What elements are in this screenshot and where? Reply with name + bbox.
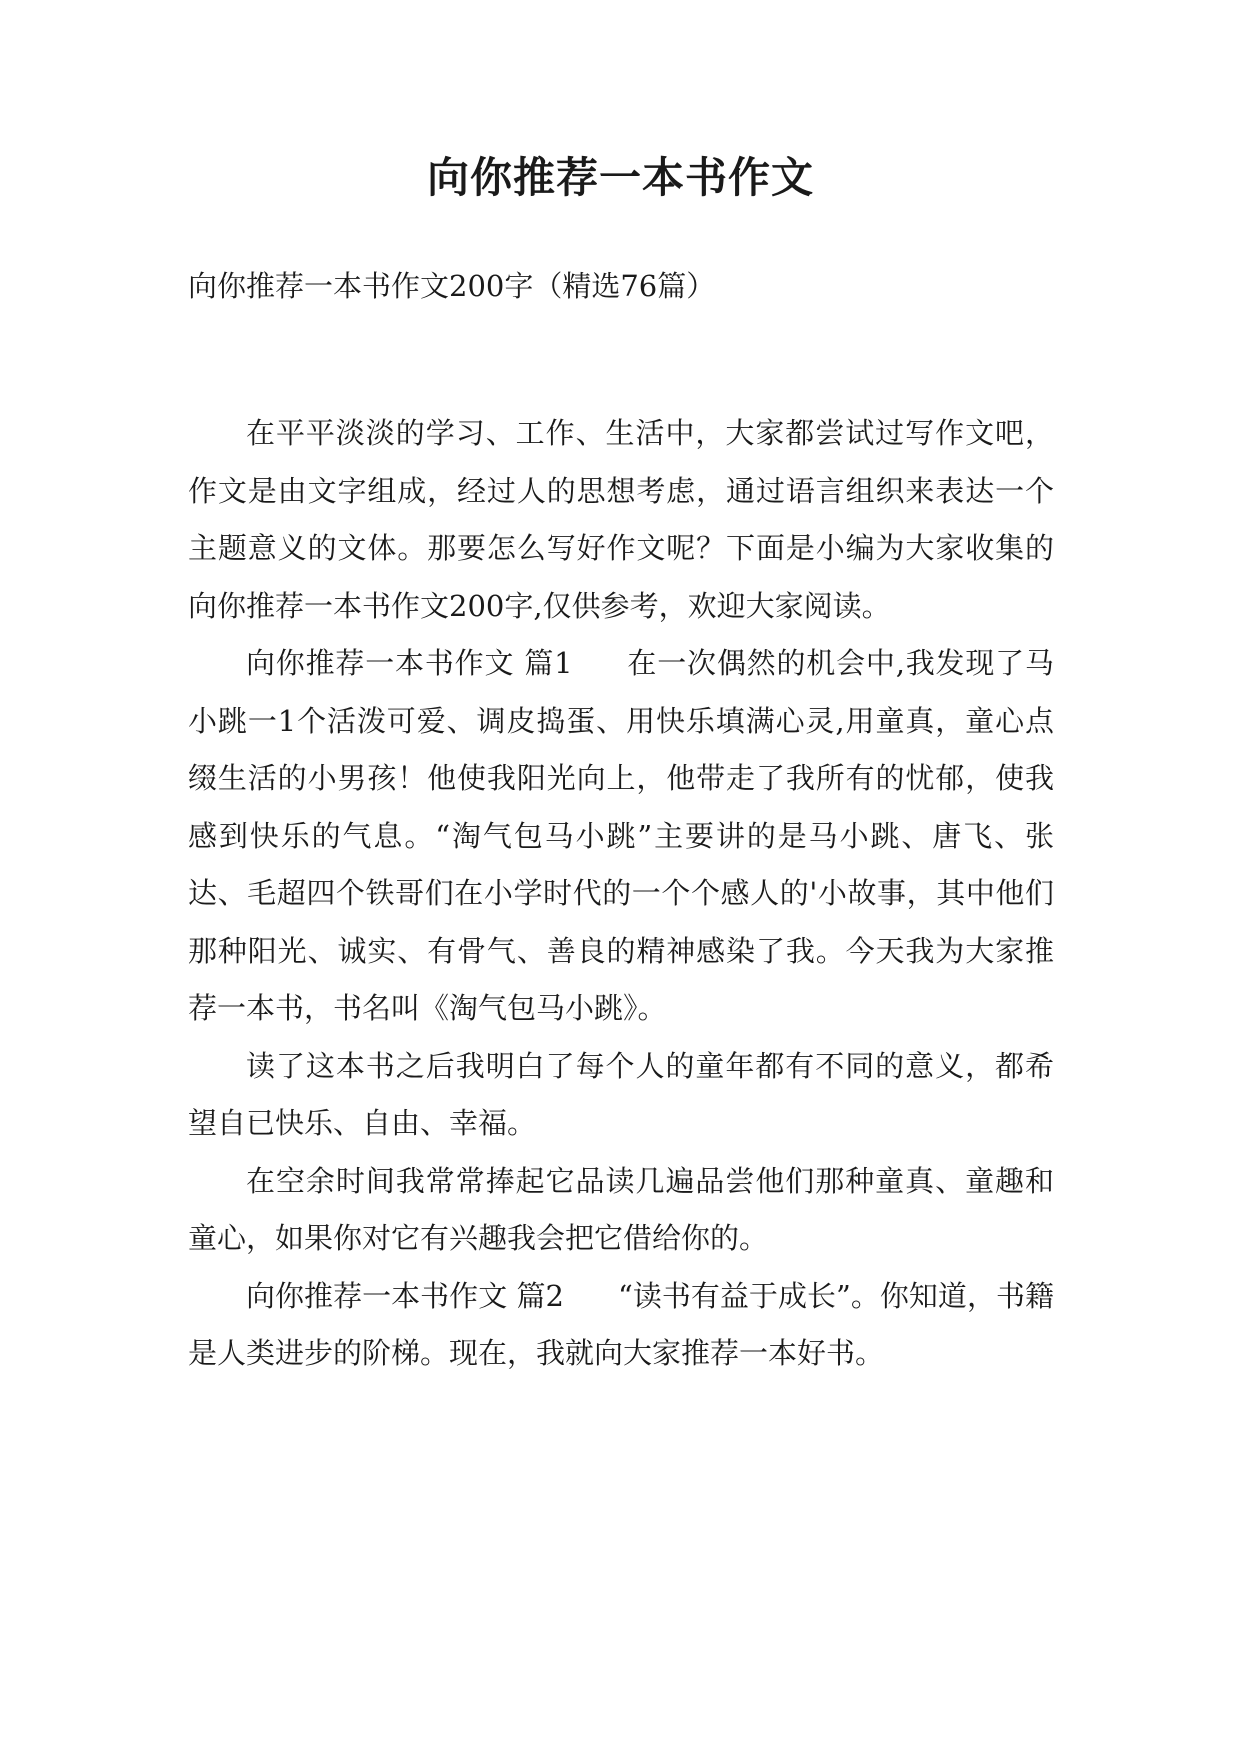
body-paragraph <box>188 1038 1054 1153</box>
paragraph-text: 在空余时间我常常捧起它品读几遍品尝他们那种童真、童趣和童心，如果你对它有兴趣我会把它借给你的。 <box>188 1163 1054 1255</box>
paragraph-text: 在平平淡淡的学习、工作、生活中，大家都尝试过写作文吧，作文是由文字组成，经过人的思想考虑，通过语言组织来表达一个主题意义的文体。那要怎么写好作文呢？下面是小编为大家收集的向你推荐一本书作文200字,仅供参考，欢迎大家阅读。 <box>188 416 1054 623</box>
document-title: 向你推荐一本书作文 <box>426 153 814 202</box>
essay-heading: 向你推荐一本书作文 篇2 <box>246 1278 564 1313</box>
document-body <box>188 405 1054 1383</box>
paragraph-text: 在一次偶然的机会中,我发现了马小跳一1个活泼可爱、调皮捣蛋、用快乐填满心灵,用童真，童心点缀生活的小男孩！他使我阳光向上，他带走了我所有的忧郁，使我感到快乐的气息。“淘气包马小跳”主要讲的是马小跳、唐飞、张达、毛超四个铁哥们在小学时代的一个个感人的'小故事，其中他们那种阳光、诚实、有骨气、善良的精神感染了我。今天我为大家推荐一本书，书名叫《淘气包马小跳》。 <box>188 646 1054 1025</box>
body-paragraph <box>188 1153 1054 1268</box>
paragraph-text: “读书有益于成长”。你知道，书籍是人类进步的阶梯。现在，我就向大家推荐一本好书。 <box>188 1278 1055 1370</box>
essay-paragraph <box>188 635 1054 1038</box>
essay-heading: 向你推荐一本书作文 篇1 <box>246 646 573 680</box>
essay-paragraph <box>188 1268 1054 1383</box>
paragraph-text: 读了这本书之后我明白了每个人的童年都有不同的意义，都希望自已快乐、自由、幸福。 <box>188 1048 1054 1140</box>
document-subtitle: 向你推荐一本书作文200字（精选76篇） <box>188 269 716 303</box>
intro-paragraph <box>188 405 1054 635</box>
